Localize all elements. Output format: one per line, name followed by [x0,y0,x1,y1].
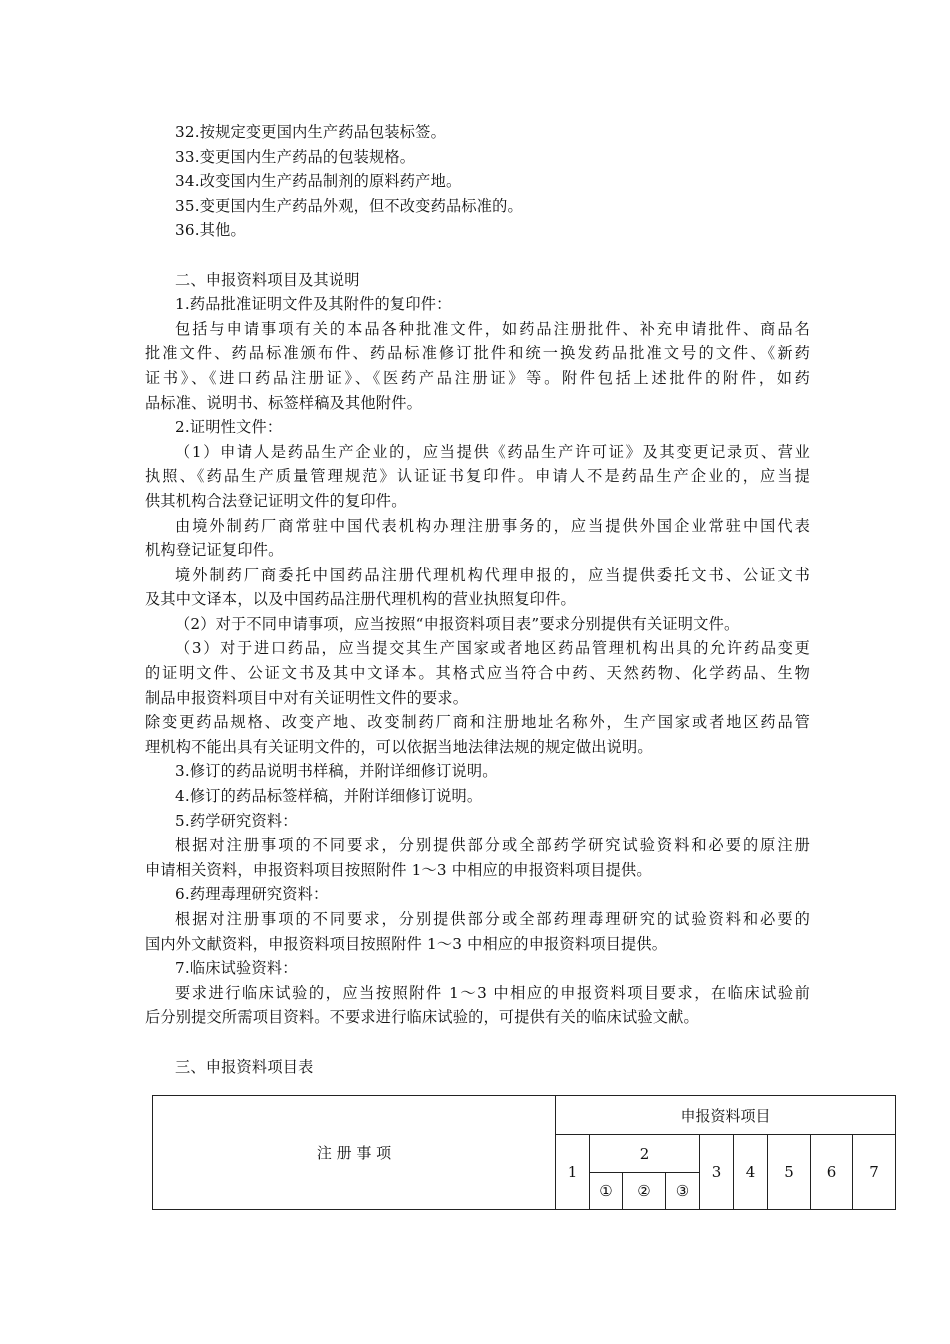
paragraph-line: 及其中文译本，以及中国药品注册代理机构的营业执照复印件。 [145,590,576,609]
col-header-1: 1 [556,1135,590,1210]
col-header-5: 5 [768,1135,811,1210]
paragraph-line: 除变更药品规格、改变产地、改变制药厂商和注册地址名称外，生产国家或者地区药品管 [145,713,810,732]
paragraph-line: （1）申请人是药品生产企业的，应当提供《药品生产许可证》及其变更记录页、营业 [175,442,810,461]
paragraph-line: 后分别提交所需项目资料。不要求进行临床试验的，可提供有关的临床试验文献。 [145,1008,699,1027]
section-heading: 三、申报资料项目表 [175,1057,314,1076]
item-title: 1.药品批准证明文件及其附件的复印件： [175,295,452,314]
col-header-7: 7 [853,1135,896,1210]
paragraph-line: 根据对注册事项的不同要求，分别提供部分或全部药理毒理研究的试验资料和必要的 [175,910,810,928]
sub-col-1: ① [590,1173,623,1210]
col-header-3: 3 [700,1135,734,1210]
document-body [145,120,810,1079]
paragraph-line: 的证明文件、公证文书及其中文译本。其格式应当符合中药、天然药物、化学药品、生物 [145,664,810,683]
list-item: 36.其他。 [175,221,246,240]
col-header-4: 4 [734,1135,768,1210]
registration-item-header: 注 册 事 项 [153,1096,556,1210]
paragraph-line: 执照、《药品生产质量管理规范》认证证书复印件。申请人不是药品生产企业的，应当提 [145,467,810,486]
paragraph-line: 理机构不能出具有关证明文件的，可以依据当地法律法规的规定做出说明。 [145,737,653,756]
paragraph-line: 品标准、说明书、标签样稿及其他附件。 [145,393,422,412]
paragraph-line: 申请相关资料，申报资料项目按照附件 1～3 中相应的申报资料项目提供。 [145,860,652,879]
paragraph-line: 境外制药厂商委托中国药品注册代理机构代理申报的，应当提供委托文书、公证文书 [175,565,810,584]
item-title: 5.药学研究资料： [175,811,298,830]
item-title: 4.修订的药品标签样稿，并附详细修订说明。 [175,787,483,806]
paragraph-line: 国内外文献资料，申报资料项目按照附件 1～3 中相应的申报资料项目提供。 [145,934,668,953]
sub-col-3: ③ [666,1173,700,1210]
paragraph-line: 包括与申请事项有关的本品各种批准文件，如药品注册批件、补充申请批件、商品名 [175,319,810,338]
paragraph-line: 根据对注册事项的不同要求，分别提供部分或全部药学研究试验资料和必要的原注册 [175,836,810,855]
list-item: 34.改变国内生产药品制剂的原料药产地。 [175,172,462,191]
col-header-2: 2 [590,1135,700,1173]
paragraph-line: 机构登记证复印件。 [145,541,284,560]
item-title: 6.药理毒理研究资料： [175,885,329,904]
paragraph-line: 供其机构合法登记证明文件的复印件。 [145,491,407,510]
item-title: 7.临床试验资料： [175,959,298,978]
paragraph-line: 由境外制药厂商常驻中国代表机构办理注册事务的，应当提供外国企业常驻中国代表 [175,516,810,535]
registration-items-table [152,1095,896,1210]
section-heading: 二、申报资料项目及其说明 [175,270,360,289]
items-header: 申报资料项目 [556,1096,896,1135]
list-item: 33.变更国内生产药品的包装规格。 [175,147,416,166]
list-item: 35.变更国内生产药品外观，但不改变药品标准的。 [175,196,523,215]
paragraph-line: 批准文件、药品标准颁布件、药品标准修订批件和统一换发药品批准文号的文件、《新药 [145,344,810,363]
item-title: 2.证明性文件： [175,418,283,437]
sub-col-2: ② [623,1173,666,1210]
paragraph-line: 要求进行临床试验的，应当按照附件 1～3 中相应的申报资料项目要求，在临床试验前 [175,983,810,1002]
paragraph-line: 证书》、《进口药品注册证》、《医药产品注册证》等。附件包括上述批件的附件，如药 [145,368,810,387]
list-item: 32.按规定变更国内生产药品包装标签。 [175,123,446,141]
paragraph-line: （3）对于进口药品，应当提交其生产国家或者地区药品管理机构出具的允许药品变更 [175,639,810,658]
item-title: 3.修订的药品说明书样稿，并附详细修订说明。 [175,762,498,781]
paragraph-line: （2）对于不同申请事项，应当按照“申报资料项目表”要求分别提供有关证明文件。 [175,614,740,633]
paragraph-line: 制品申报资料项目中对有关证明性文件的要求。 [145,688,469,707]
col-header-6: 6 [811,1135,853,1210]
